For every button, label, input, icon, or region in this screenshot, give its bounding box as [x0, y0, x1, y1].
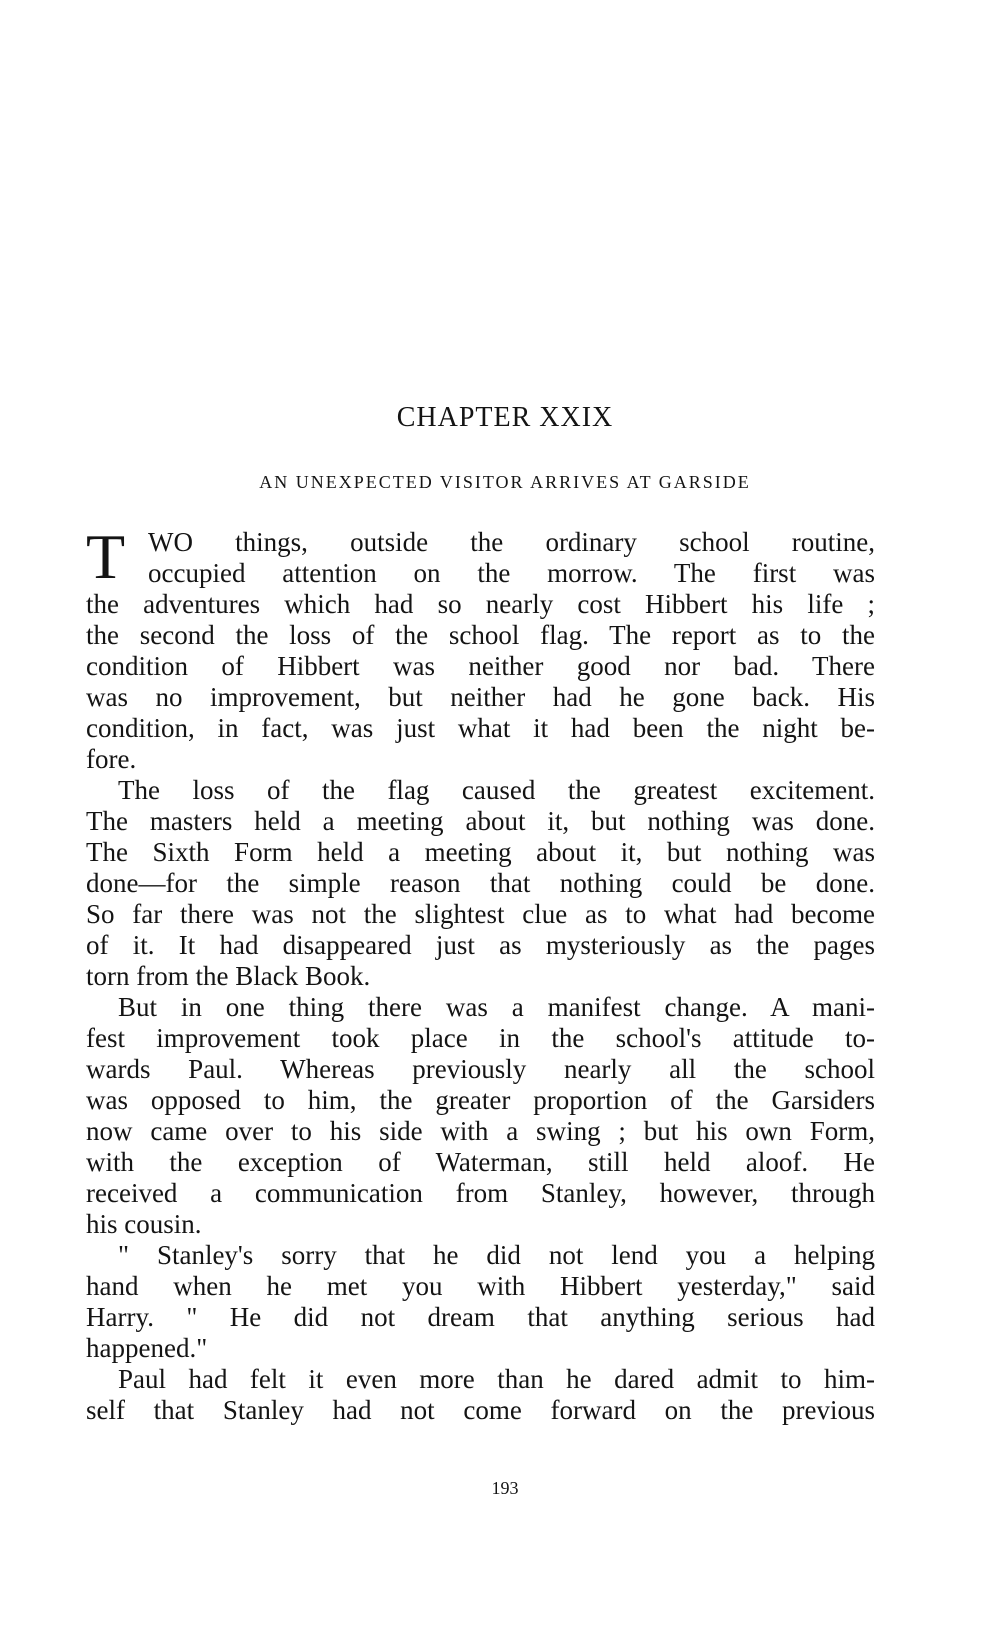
text-line: was no improvement, but neither had he gone back. His	[86, 682, 875, 712]
text-line: done—for the simple reason that nothing could be done.	[86, 868, 875, 898]
text-line: with the exception of Waterman, still held aloof. He	[86, 1147, 875, 1177]
text-line: happened."	[86, 1333, 208, 1363]
drop-cap: T	[86, 521, 126, 592]
text-line: Paul had felt it even more than he dared admit to him-	[118, 1364, 875, 1394]
text-line: hand when he met you with Hibbert yesterday," said	[86, 1271, 875, 1301]
text-line: condition of Hibbert was neither good nor bad. There	[86, 651, 875, 681]
text-line: of it. It had disappeared just as mysteriously as the pages	[86, 930, 875, 960]
paragraph-2	[86, 775, 875, 992]
text-line: " Stanley's sorry that he did not lend you a helping	[118, 1240, 875, 1270]
page-number: 193	[491, 1478, 519, 1498]
text-line: Harry. " He did not dream that anything serious had	[86, 1302, 875, 1332]
text-line: WO things, outside the ordinary school routine,	[148, 527, 875, 557]
text-line: wards Paul. Whereas previously nearly all the school	[86, 1054, 875, 1084]
text-line: occupied attention on the morrow. The first was	[148, 558, 875, 588]
text-line: the second the loss of the school flag. The report as to the	[86, 620, 875, 650]
paragraph-4	[86, 1240, 875, 1364]
chapter-subtitle: AN UNEXPECTED VISITOR ARRIVES AT GARSIDE	[259, 472, 751, 492]
text-line: fest improvement took place in the school's attitude to-	[86, 1023, 875, 1053]
chapter-title: CHAPTER XXIX	[396, 402, 614, 433]
text-line: The loss of the flag caused the greatest excitement.	[118, 775, 875, 805]
text-line: The Sixth Form held a meeting about it, but nothing was	[86, 837, 875, 867]
text-line: So far there was not the slightest clue as to what had become	[86, 899, 875, 929]
text-line: now came over to his side with a swing ; but his own Form,	[86, 1116, 875, 1146]
text-line: self that Stanley had not come forward on the previous	[86, 1395, 875, 1425]
text-line: But in one thing there was a manifest change. A mani-	[118, 992, 875, 1022]
text-line: was opposed to him, the greater proportion of the Garsiders	[86, 1085, 875, 1115]
paragraph-3	[86, 992, 875, 1240]
text-line: his cousin.	[86, 1209, 202, 1239]
text-line: The masters held a meeting about it, but nothing was done.	[86, 806, 875, 836]
paragraph-1	[86, 521, 875, 775]
text-line: fore.	[86, 744, 137, 774]
text-line: the adventures which had so nearly cost Hibbert his life ;	[86, 589, 875, 619]
text-line: torn from the Black Book.	[86, 961, 371, 991]
text-line: received a communication from Stanley, however, through	[86, 1178, 875, 1208]
text-line: condition, in fact, was just what it had been the night be-	[86, 713, 875, 743]
paragraph-5	[86, 1364, 875, 1426]
chapter-body	[86, 521, 875, 1426]
